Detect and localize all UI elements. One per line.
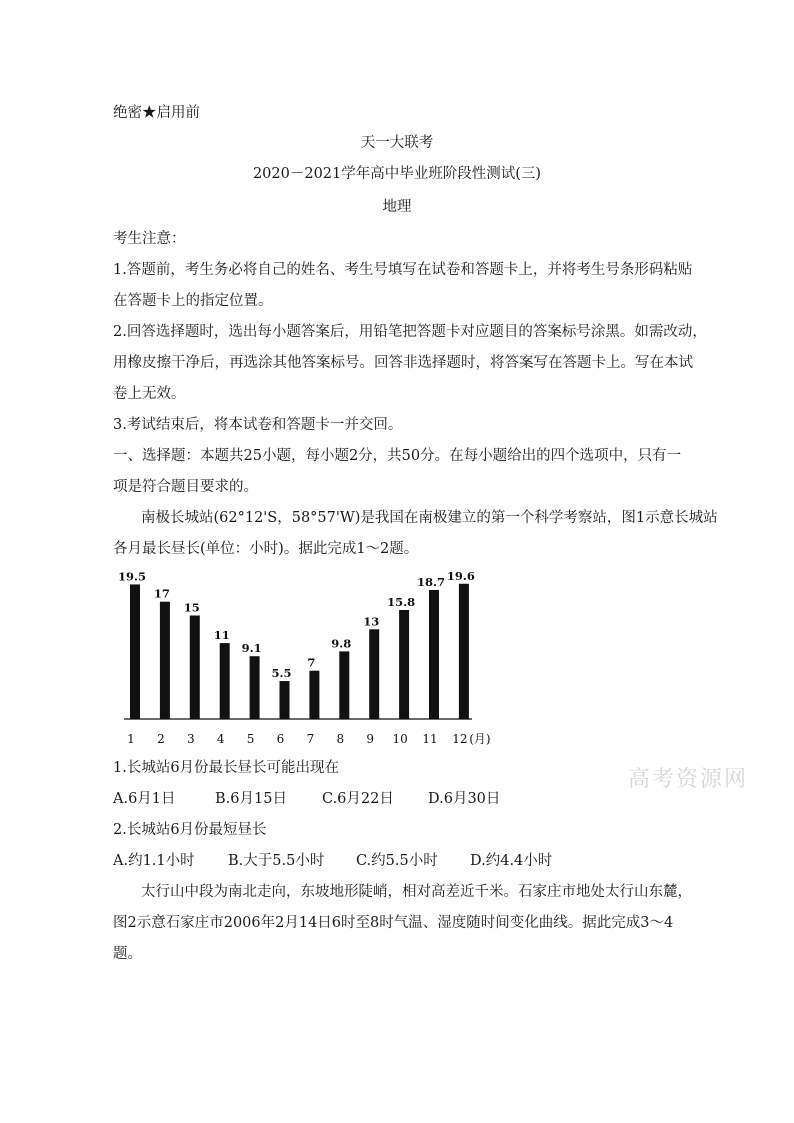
question-1-stem: 1.长城站6月份最长昼长可能出现在 <box>113 760 340 776</box>
note-1-line-2: 在答题卡上的指定位置。 <box>113 293 273 309</box>
bar-month-6 <box>280 681 290 719</box>
note-1-line-1: 1.答题前，考生务必将自己的姓名、考生号填写在试卷和答题卡上，并将考生号条形码粘贴 <box>113 262 693 278</box>
tick-label-month-11: 11 <box>422 732 438 746</box>
bar-month-9 <box>369 629 379 719</box>
exam-org-title: 天一大联考 <box>360 135 434 151</box>
tick-label-month-12: 12 <box>452 732 468 746</box>
value-label-month-12: 19.6 <box>446 568 475 583</box>
value-label-month-11: 18.7 <box>416 574 446 589</box>
value-label-month-3: 15 <box>183 600 200 615</box>
bar-month-7 <box>309 671 319 719</box>
tick-label-month-4: 4 <box>216 732 225 746</box>
x-axis-unit-label: (月) <box>469 732 491 746</box>
value-label-month-9: 13 <box>363 614 380 629</box>
value-label-month-5: 9.1 <box>241 641 262 656</box>
tick-label-month-9: 9 <box>366 732 375 746</box>
bar-month-4 <box>220 643 230 719</box>
day-length-bar-chart <box>110 563 491 753</box>
value-label-month-10: 15.8 <box>387 594 416 609</box>
value-label-month-6: 5.5 <box>271 666 292 681</box>
bar-month-2 <box>160 602 170 719</box>
tick-label-month-7: 7 <box>306 732 315 746</box>
passage-2-line-2: 图2示意石家庄市2006年2月14日6时至8时气温、湿度随时间变化曲线。据此完成3～4 <box>113 915 674 931</box>
bar-month-3 <box>190 616 200 720</box>
value-label-month-7: 7 <box>307 655 316 670</box>
value-label-month-8: 9.8 <box>331 636 352 651</box>
watermark: 高考资源网 <box>628 767 749 792</box>
bar-month-10 <box>399 610 409 719</box>
q1-option-c[interactable]: C.6月22日 <box>322 791 394 807</box>
q1-option-a[interactable]: A.6月1日 <box>113 791 176 807</box>
tick-label-month-8: 8 <box>336 732 345 746</box>
subject-title: 地理 <box>382 199 412 215</box>
passage-1-line-1: 南极长城站(62°12'S，58°57'W)是我国在南极建立的第一个科学考察站，图1示意长城站 <box>141 510 718 526</box>
q1-option-b[interactable]: B.6月15日 <box>215 791 287 807</box>
tick-label-month-10: 10 <box>392 732 408 746</box>
bar-month-8 <box>339 651 349 719</box>
passage-1-line-2: 各月最长昼长(单位：小时)。据此完成1～2题。 <box>113 541 419 557</box>
tick-label-month-3: 3 <box>186 732 195 746</box>
tick-label-month-2: 2 <box>157 732 165 746</box>
exam-title: 2020－2021学年高中毕业班阶段性测试(三) <box>252 166 542 182</box>
bar-month-11 <box>429 590 439 719</box>
q2-option-d[interactable]: D.约4.4小时 <box>470 853 553 869</box>
bar-month-5 <box>250 656 260 719</box>
q1-option-d[interactable]: D.6月30日 <box>428 791 501 807</box>
q2-option-c[interactable]: C.约5.5小时 <box>356 853 438 869</box>
notes-heading: 考生注意： <box>113 231 186 247</box>
bar-month-1 <box>130 584 140 719</box>
q2-option-a[interactable]: A.约1.1小时 <box>113 853 195 869</box>
value-label-month-2: 17 <box>153 586 170 601</box>
q2-option-b[interactable]: B.大于5.5小时 <box>228 853 325 869</box>
note-2-line-2: 用橡皮擦干净后，再选涂其他答案标号。回答非选择题时，将答案写在答题卡上。写在本试 <box>113 355 693 371</box>
note-2-line-3: 卷上无效。 <box>113 386 186 402</box>
question-2-stem: 2.长城站6月份最短昼长 <box>113 822 267 838</box>
passage-2-line-1: 太行山中段为南北走向，东坡地形陡峭，相对高差近千米。石家庄市地处太行山东麓， <box>141 884 692 900</box>
note-2-line-1: 2.回答选择题时，选出每小题答案后，用铅笔把答题卡对应题目的答案标号涂黑。如需改动， <box>113 324 707 340</box>
value-label-month-1: 19.5 <box>117 569 147 584</box>
section-1-intro-line-2: 项是符合题目要求的。 <box>113 479 258 495</box>
note-3: 3.考试结束后，将本试卷和答题卡一并交回。 <box>113 417 403 433</box>
secret-label: 绝密★启用前 <box>113 105 200 121</box>
tick-label-month-6: 6 <box>276 732 285 746</box>
section-1-intro-line-1: 一、选择题：本题共25小题，每小题2分，共50分。在每小题给出的四个选项中，只有一 <box>113 448 682 464</box>
tick-label-month-5: 5 <box>246 732 255 746</box>
bar-month-12 <box>459 584 469 719</box>
tick-label-month-1: 1 <box>127 732 135 746</box>
passage-2-line-3: 题。 <box>113 946 142 962</box>
value-label-month-4: 11 <box>213 628 230 643</box>
